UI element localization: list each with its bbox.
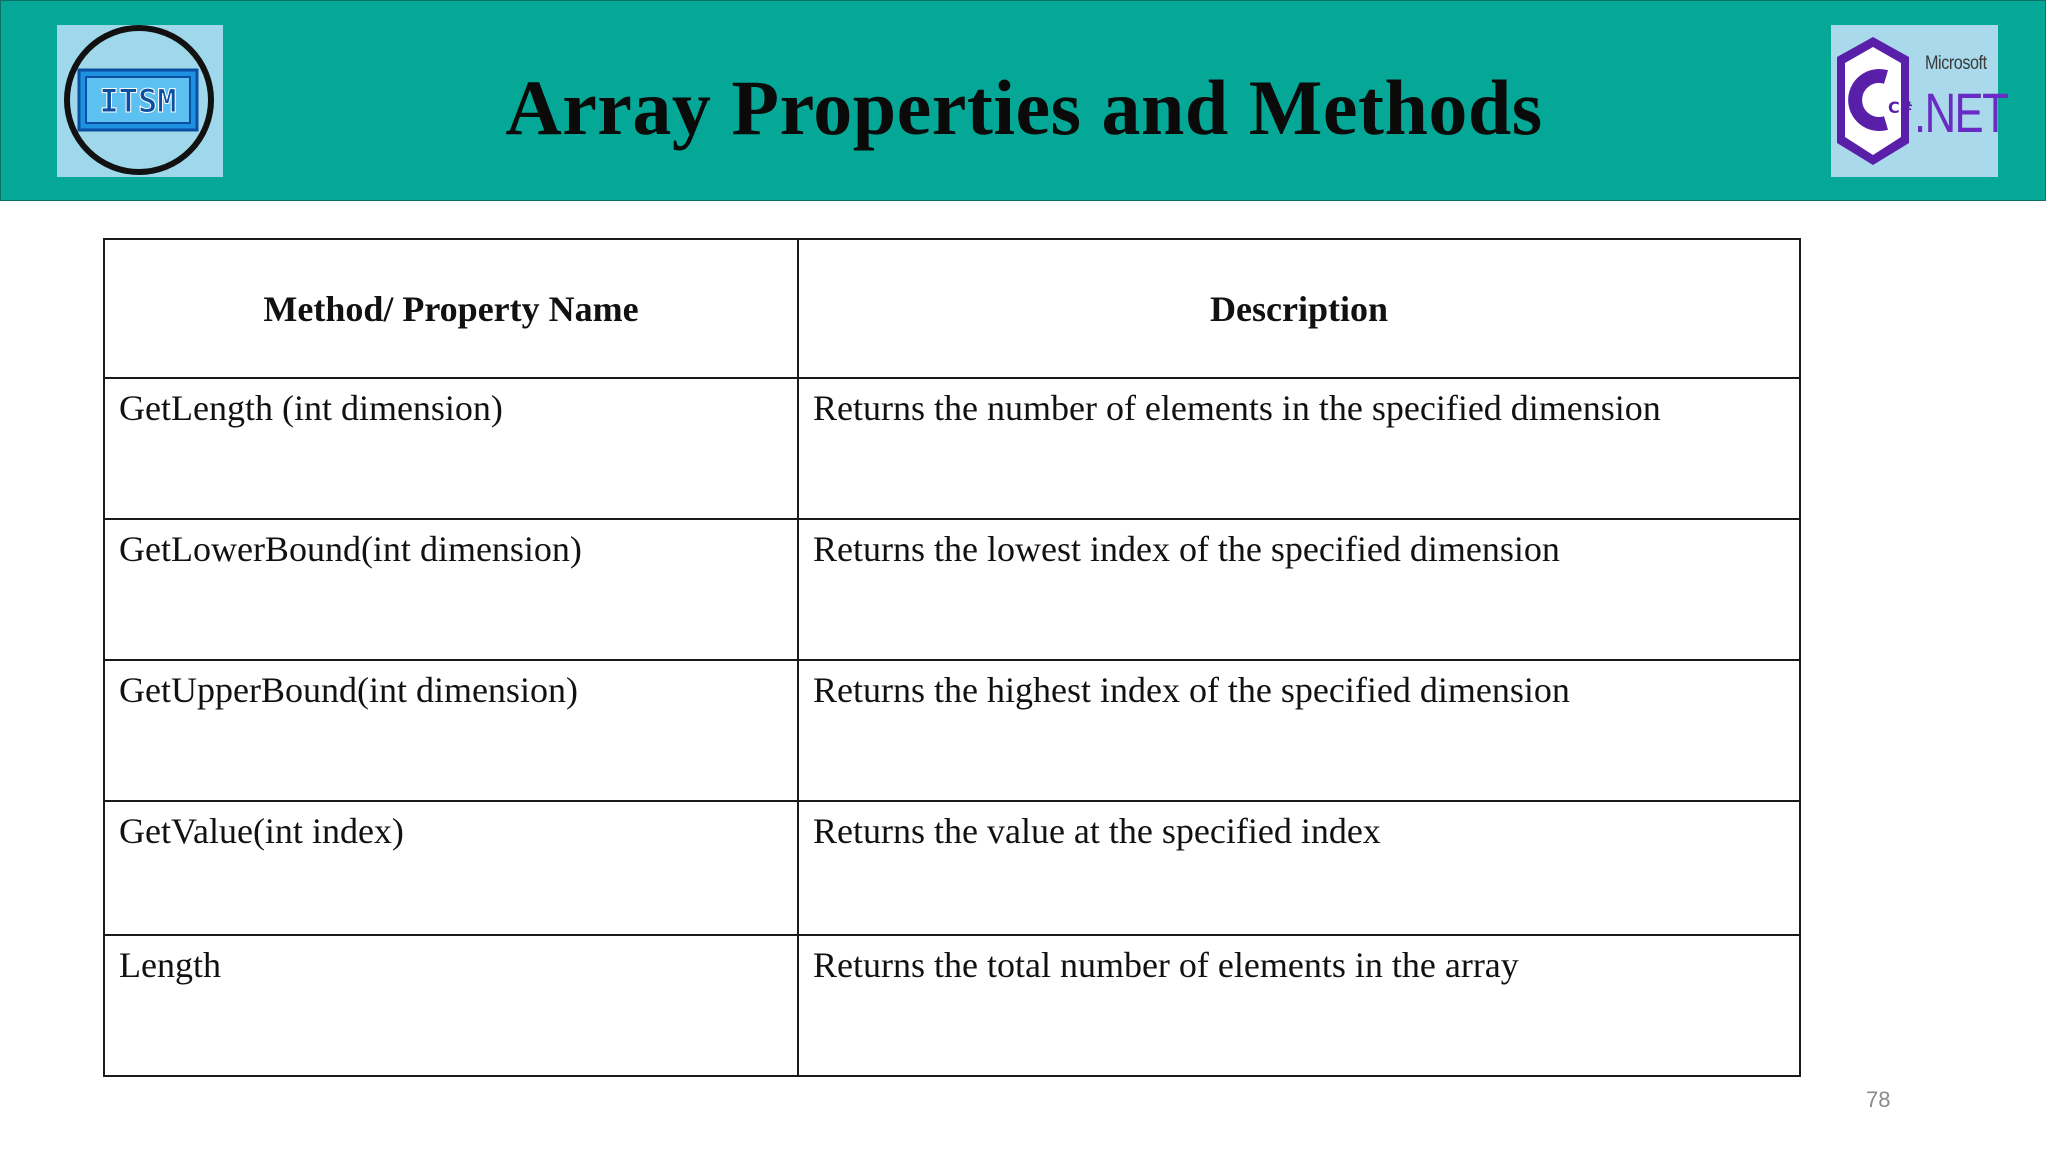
table-row (104, 660, 1800, 801)
method-name-cell: GetLowerBound(int dimension) (104, 519, 798, 660)
description-cell: Returns the value at the specified index (798, 801, 1800, 935)
header-method-name: Method/ Property Name (104, 239, 798, 378)
table-row (104, 801, 1800, 935)
description-cell: Returns the lowest index of the specified dimension (798, 519, 1800, 660)
table-row (104, 519, 1800, 660)
method-name-cell: GetUpperBound(int dimension) (104, 660, 798, 801)
svg-text:C#: C# (1888, 98, 1914, 117)
method-name-cell: Length (104, 935, 798, 1076)
method-name-cell: GetLength (int dimension) (104, 378, 798, 519)
table-row (104, 935, 1800, 1076)
description-cell: Returns the highest index of the specified dimension (798, 660, 1800, 801)
dotnet-label: .NET (1914, 81, 2008, 144)
slide-title: Array Properties and Methods (505, 64, 1543, 151)
methods-table (103, 238, 1801, 1077)
method-name-cell: GetValue(int index) (104, 801, 798, 935)
description-cell: Returns the total number of elements in the array (798, 935, 1800, 1076)
table-row (104, 378, 1800, 519)
table-header-row (104, 239, 1800, 378)
description-cell: Returns the number of elements in the specified dimension (798, 378, 1800, 519)
header-description: Description (798, 239, 1800, 378)
svg-text:ITSM: ITSM (99, 82, 177, 120)
microsoft-label: Microsoft (1925, 53, 1987, 74)
page-number: 78 (1866, 1087, 1891, 1112)
